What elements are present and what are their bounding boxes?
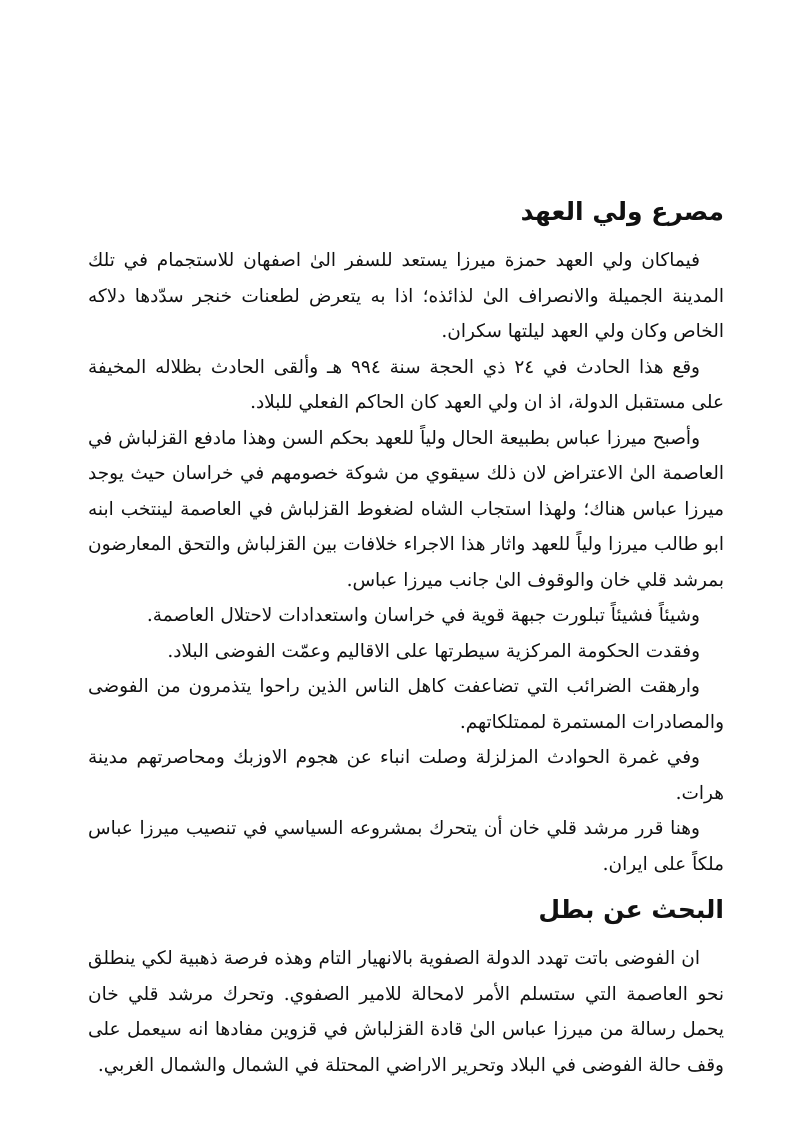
section-heading: مصرع ولي العهد — [520, 197, 724, 226]
paragraph: وفقدت الحكومة المركزية سيطرتها على الاقاليم وعمّت الفوضى البلاد. — [167, 640, 700, 662]
section-heading: البحث عن بطل — [538, 895, 724, 924]
paragraph: وهنا قرر مرشد قلي خان أن يتحرك بمشروعه السياسي في تنصيب ميرزا عباس ملكاً على ايران. — [88, 818, 724, 875]
paragraph: ان الفوضى باتت تهدد الدولة الصفوية بالانهيار التام وهذه فرصة ذهبية لكي ينطلق نحو العاصمة التي ستسلم الأمر لامحالة للامير الصفوي. وتحرك مرشد قلي خان يحمل رسالة من ميرزا عباس الىٰ قادة القزلباش في قزوين مفادها انه سيعمل على وقف حالة الفوضى في البلاد وتحرير الاراضي المحتلة في الشمال والشمال الغربي. — [88, 948, 724, 1076]
paragraph: فيماكان ولي العهد حمزة ميرزا يستعد للسفر الىٰ اصفهان للاستجمام في تلك المدينة الجميلة والانصراف الىٰ لذائذه؛ اذا به يتعرض لطعنات خنجر سدّدها دلاكه الخاص وكان ولي العهد ليلتها سكران. — [88, 250, 724, 342]
paragraph: وقع هذا الحادث في ٢٤ ذي الحجة سنة ٩٩٤ هـ وألقى الحادث بظلاله المخيفة على مستقبل الدولة، اذ ان ولي العهد كان الحاكم الفعلي للبلاد. — [88, 356, 724, 413]
paragraph: وأصبح ميرزا عباس بطبيعة الحال ولياً للعهد بحكم السن وهذا مادفع القزلباش في العاصمة الىٰ الاعتراض لان ذلك سيقوي من شوكة خصومهم في خراسان حيث يوجد ميرزا عباس هناك؛ ولهذا استجاب الشاه لضغوط القزلباش في العاصمة لينتخب ابنه ابو طالب ميرزا ولياً للعهد واثار هذا الاجراء خلافات بين القزلباش والتحق المعارضون بمرشد قلي خان والوقوف الىٰ جانب ميرزا عباس. — [88, 427, 724, 591]
paragraph: وفي غمرة الحوادث المزلزلة وصلت انباء عن هجوم الاوزبك ومحاصرتهم مدينة هرات. — [88, 747, 724, 804]
book-page — [88, 188, 724, 1083]
paragraph: وارهقت الضرائب التي تضاعفت كاهل الناس الذين راحوا يتذمرون من الفوضى والمصادرات المستمرة لممتلكاتهم. — [88, 676, 724, 733]
paragraph: وشيئاً فشيئاً تبلورت جبهة قوية في خراسان واستعدادات لاحتلال العاصمة. — [146, 605, 700, 626]
